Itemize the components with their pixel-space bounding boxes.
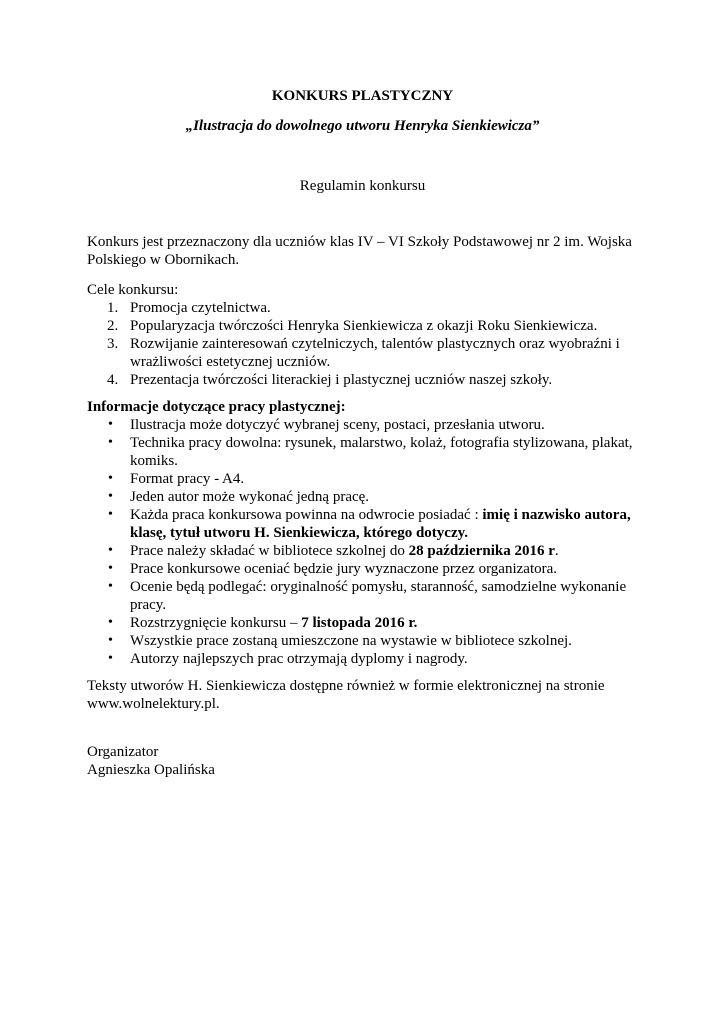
goals-list: [87, 299, 647, 389]
goal-item: [87, 317, 647, 335]
info-text-bold: klasę, tytuł utworu H. Sienkiewicza, którego dotyczy.: [130, 525, 469, 541]
outro-line: Teksty utworów H. Sienkiewicza dostępne również w formie elektronicznej na stronie: [87, 678, 605, 694]
bullet-icon: •: [108, 507, 113, 522]
info-text-plain: Prace należy składać w bibliotece szkolnej do: [130, 543, 409, 559]
document-title: KONKURS PLASTYCZNY: [271, 88, 454, 104]
info-heading: Informacje dotyczące pracy plastycznej:: [87, 399, 346, 415]
info-text-bold: imię i nazwisko autora,: [482, 507, 631, 523]
goal-number: 1.: [107, 300, 119, 316]
info-text: Ocenie będą podlegać: oryginalność pomysłu, staranność, samodzielne wykonanie: [130, 579, 627, 595]
bullet-icon: •: [108, 417, 113, 432]
bullet-icon: •: [108, 633, 113, 648]
organizer-name: Agnieszka Opalińska: [87, 762, 215, 778]
info-text: Format pracy - A4.: [130, 471, 245, 487]
bullet-icon: •: [108, 435, 113, 450]
goals-heading: Cele konkursu:: [87, 282, 179, 298]
goal-item: [87, 371, 647, 389]
info-text: Wszystkie prace zostaną umieszczone na wystawie w bibliotece szkolnej.: [130, 633, 572, 649]
intro-paragraph: [87, 233, 647, 269]
info-text-continued: [130, 524, 647, 542]
bullet-icon: •: [108, 561, 113, 576]
goal-text-continued: wrażliwości estetycznej uczniów.: [130, 354, 331, 370]
info-item: [87, 560, 647, 578]
goal-item: [87, 335, 647, 371]
outro-paragraph: [87, 677, 647, 713]
bullet-icon: •: [108, 489, 113, 504]
goal-text: Popularyzacja twórczości Henryka Sienkiewicza z okazji Roku Sienkiewicza.: [130, 318, 598, 334]
bullet-icon: •: [108, 471, 113, 486]
info-item: [87, 614, 647, 632]
bullet-icon: •: [108, 615, 113, 630]
info-text-plain: .: [554, 543, 559, 559]
info-text: Prace konkursowe oceniać będzie jury wyznaczone przez organizatora.: [130, 561, 558, 577]
info-text: Technika pracy dowolna: rysunek, malarstwo, kolaż, fotografia stylizowana, plakat,: [130, 435, 633, 451]
info-item: [87, 578, 647, 614]
results-date: 7 listopada 2016 r.: [301, 615, 418, 631]
intro-line: Konkurs jest przeznaczony dla uczniów klas IV – VI Szkoły Podstawowej nr 2 im. Wojska: [87, 234, 632, 250]
goal-item: [87, 299, 647, 317]
info-item: [87, 632, 647, 650]
bullet-icon: •: [108, 543, 113, 558]
organizer-label: Organizator: [87, 744, 159, 760]
goal-text: Prezentacja twórczości literackiej i plastycznej uczniów naszej szkoły.: [130, 372, 553, 388]
goal-text: Rozwijanie zainteresowań czytelniczych, talentów plastycznych oraz wyobraźni i: [130, 336, 620, 352]
info-text: Jeden autor może wykonać jedną pracę.: [130, 489, 370, 505]
info-item: [87, 650, 647, 668]
info-text: Autorzy najlepszych prac otrzymają dyplomy i nagrody.: [130, 651, 468, 667]
info-text-continued: komiks.: [130, 453, 178, 469]
goal-number: 3.: [107, 336, 119, 352]
regulations-heading: Regulamin konkursu: [299, 178, 426, 194]
info-item: [87, 488, 647, 506]
info-text: [130, 506, 647, 524]
document-subtitle: „Ilustracja do dowolnego utworu Henryka Sienkiewicza”: [185, 118, 540, 134]
info-text: Ilustracja może dotyczyć wybranej sceny, postaci, przesłania utworu.: [130, 417, 545, 433]
deadline-date: 28 października 2016 r: [408, 543, 555, 559]
info-list: [87, 416, 647, 668]
website-address: www.wolnelektury.pl.: [87, 696, 220, 712]
goal-number: 2.: [107, 318, 119, 334]
info-text-continued: pracy.: [130, 597, 167, 613]
bullet-icon: •: [108, 651, 113, 666]
bullet-icon: •: [108, 579, 113, 594]
info-item: [87, 470, 647, 488]
organizer-signature: [87, 743, 647, 779]
goal-text: Promocja czytelnictwa.: [130, 300, 271, 316]
info-item: [87, 416, 647, 434]
info-section: [87, 398, 647, 668]
goal-number: 4.: [107, 372, 119, 388]
info-text-plain: Każda praca konkursowa powinna na odwrocie posiadać :: [130, 507, 483, 523]
info-item: [87, 542, 647, 560]
intro-line: Polskiego w Obornikach.: [87, 252, 240, 268]
info-item: [87, 506, 647, 542]
goals-section: [87, 281, 647, 389]
info-item: [87, 434, 647, 470]
info-text-plain: Rozstrzygnięcie konkursu –: [130, 615, 302, 631]
